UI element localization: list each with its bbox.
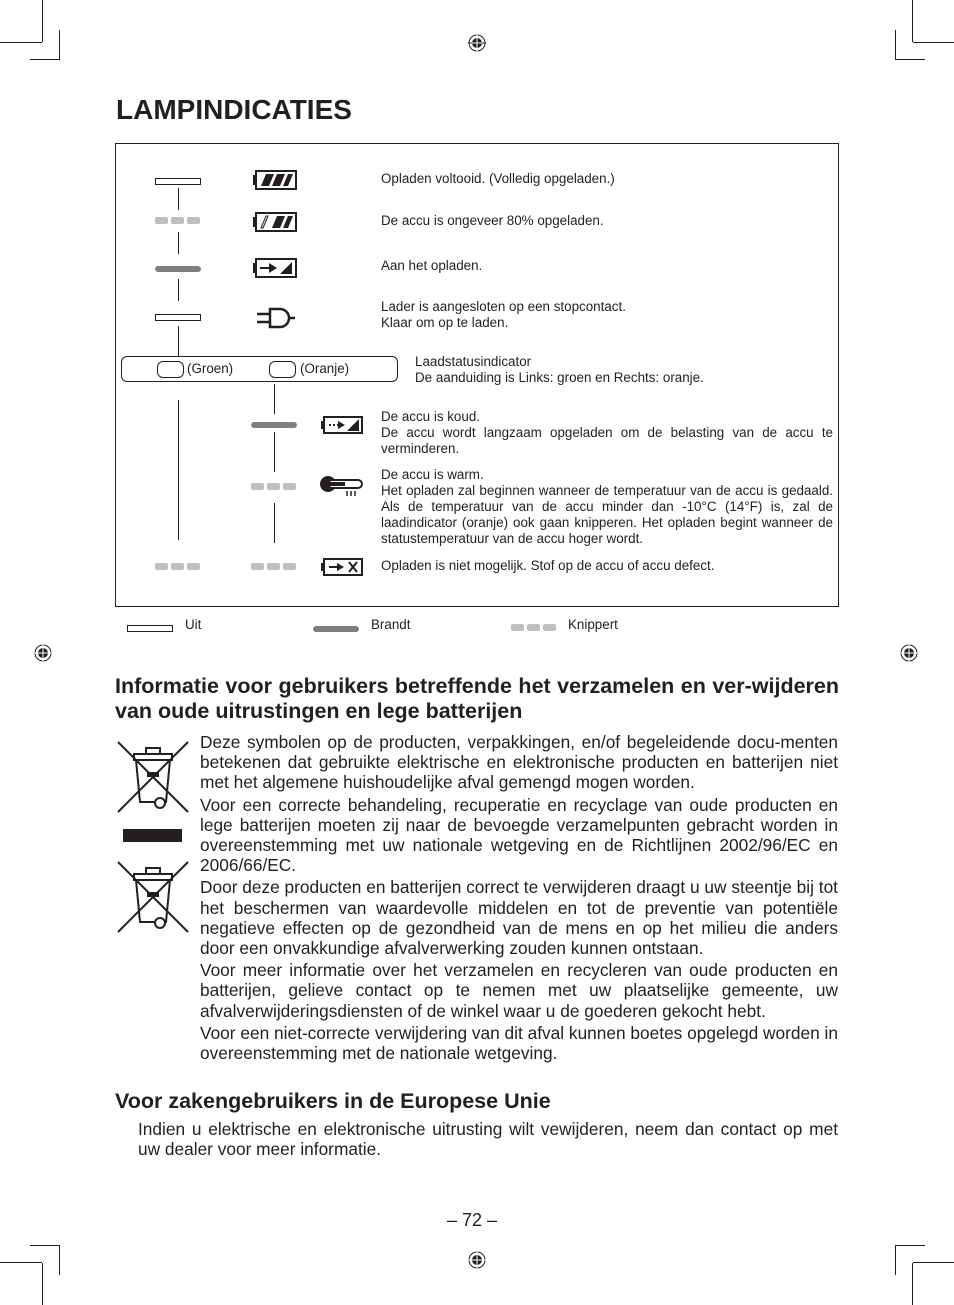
key-on-label: Brandt bbox=[371, 617, 411, 632]
connector-line bbox=[178, 279, 179, 301]
lamp-off-indicator bbox=[155, 314, 201, 321]
crop-mark bbox=[59, 1245, 60, 1275]
lamp-on-indicator bbox=[251, 422, 297, 428]
thermometer-icon bbox=[319, 474, 365, 498]
battery-80-icon bbox=[252, 211, 298, 233]
battery-charging-icon bbox=[252, 257, 298, 279]
paragraph: Voor een niet-correcte verwijdering van dit afval kunnen boetes opgelegd worden in overeenstemming met de nationale wetgeving. bbox=[200, 1022, 838, 1064]
battery-cold-icon bbox=[320, 414, 364, 436]
section-heading: Informatie voor gebruikers betreffende het verzamelen en ver-wijderen van oude uitrustingen en lege batterijen bbox=[115, 674, 839, 723]
lamp-blink-indicator bbox=[155, 563, 201, 570]
connector-line bbox=[178, 188, 179, 210]
registration-mark-icon bbox=[468, 1251, 486, 1269]
paragraph: Deze symbolen op de producten, verpakkingen, en/of begeleidende docu-menten betekenen dat gebruikte elektrische en elektronische producten en batterijen niet met het algemene huishoudelijke afval gemengd mogen worden. bbox=[200, 732, 838, 793]
plug-icon bbox=[254, 306, 296, 330]
status-text: Opladen is niet mogelijk. Stof op de accu of accu defect. bbox=[381, 558, 715, 573]
battery-full-icon bbox=[252, 169, 298, 191]
crop-mark bbox=[59, 30, 60, 60]
section-body: Indien u elektrische en elektronische uitrusting wilt vewijderen, neem dan contact op met uw dealer voor meer informatie. bbox=[138, 1119, 838, 1160]
key-off-label: Uit bbox=[185, 617, 202, 632]
crop-mark bbox=[895, 1245, 896, 1275]
separate-collection-bar bbox=[123, 829, 182, 842]
lamp-on-indicator bbox=[155, 266, 201, 272]
crop-mark bbox=[913, 1262, 954, 1263]
indicator-description: Aan het opladen. bbox=[381, 258, 483, 273]
crop-mark bbox=[913, 42, 954, 43]
crop-mark bbox=[0, 1262, 42, 1263]
registration-mark-icon bbox=[34, 644, 52, 662]
key-off-indicator bbox=[127, 625, 173, 632]
connector-line bbox=[274, 503, 275, 543]
orange-lamp-icon bbox=[269, 361, 296, 378]
connector-line bbox=[178, 232, 179, 254]
lamp-blink-indicator bbox=[155, 217, 201, 224]
battery-defect-icon bbox=[320, 556, 364, 578]
wheelie-bin-crossed-icon bbox=[116, 860, 190, 936]
paragraph: Voor een correcte behandeling, recuperatie en recyclage van oude producten en lege batterijen moeten zij naar de bevoegde verzamelpunten gebracht worden in overeenstemming met uw nationale wetgeving en de Richtlijnen 2002/96/EC en 2006/66/EC. bbox=[200, 794, 838, 876]
indicator-description: Lader is aangesloten op een stopcontact. bbox=[381, 299, 626, 314]
crop-mark bbox=[42, 1263, 43, 1305]
page-number: – 72 – bbox=[447, 1210, 498, 1230]
key-blink-indicator bbox=[511, 624, 557, 631]
indicator-description: Opladen voltooid. (Volledig opgeladen.) bbox=[381, 171, 615, 186]
page-title: LAMPINDICATIES bbox=[116, 94, 352, 125]
wheelie-bin-crossed-icon bbox=[116, 740, 190, 816]
connector-line bbox=[178, 326, 179, 356]
crop-mark bbox=[30, 1245, 60, 1246]
crop-mark bbox=[42, 0, 43, 42]
green-label: (Groen) bbox=[187, 361, 234, 376]
key-blink-label: Knippert bbox=[568, 617, 618, 632]
lamp-off-indicator bbox=[155, 178, 201, 185]
paragraph: Voor meer informatie over het verzamelen en recycleren van oude producten en batterijen, gelieve contact op te nemen met uw plaatselijke gemeente, uw afvalverwijderingsdiensten of de winkel waar u de goederen gekocht hebt. bbox=[200, 960, 838, 1021]
paragraph: Door deze producten en batterijen correct te verwijderen draagt u uw steentje bij tot het beschermen van waardevolle middelen en tot de preventie van potentiële negatieve effecten op de gezondheid van de mens en op het milieu die anders door een onvakkundige afvalverwerking zouden kunnen ontstaan. bbox=[200, 877, 838, 959]
status-title: De accu is warm. bbox=[381, 467, 484, 482]
connector-line bbox=[178, 400, 179, 540]
crop-mark bbox=[912, 0, 913, 42]
lamp-blink-indicator bbox=[251, 483, 297, 490]
status-legend-text: De aanduiding is Links: groen en Rechts: oranje. bbox=[415, 370, 704, 385]
section-body bbox=[200, 732, 838, 1063]
crop-mark bbox=[912, 1263, 913, 1305]
status-legend-heading: Laadstatusindicator bbox=[415, 354, 532, 369]
status-title: De accu is koud. bbox=[381, 409, 480, 424]
connector-line bbox=[274, 384, 275, 414]
registration-mark-icon bbox=[468, 34, 486, 52]
green-lamp-icon bbox=[157, 361, 184, 378]
orange-label: (Oranje) bbox=[300, 361, 350, 376]
connector-line bbox=[274, 432, 275, 472]
crop-mark bbox=[895, 30, 896, 60]
key-on-indicator bbox=[313, 626, 359, 632]
status-text: Het opladen zal beginnen wanneer de temperatuur van de accu is gedaald. Als de temperatuur van de accu minder dan -10°C (14°F) is, zal de laadindicator (oranje) ook gaan knipperen. Het opladen begint wanneer de statustemperatuur van de accu hoger wordt. bbox=[381, 483, 833, 546]
crop-mark bbox=[895, 1245, 925, 1246]
crop-mark bbox=[0, 42, 42, 43]
indicator-description: Klaar om op te laden. bbox=[381, 315, 509, 330]
registration-mark-icon bbox=[900, 644, 918, 662]
indicator-description: De accu is ongeveer 80% opgeladen. bbox=[381, 213, 604, 228]
status-text: De accu wordt langzaam opgeladen om de belasting van de accu te verminderen. bbox=[381, 425, 833, 456]
lamp-blink-indicator bbox=[251, 563, 297, 570]
crop-mark bbox=[895, 59, 925, 60]
section-heading: Voor zakengebruikers in de Europese Unie bbox=[115, 1089, 551, 1113]
crop-mark bbox=[30, 59, 60, 60]
